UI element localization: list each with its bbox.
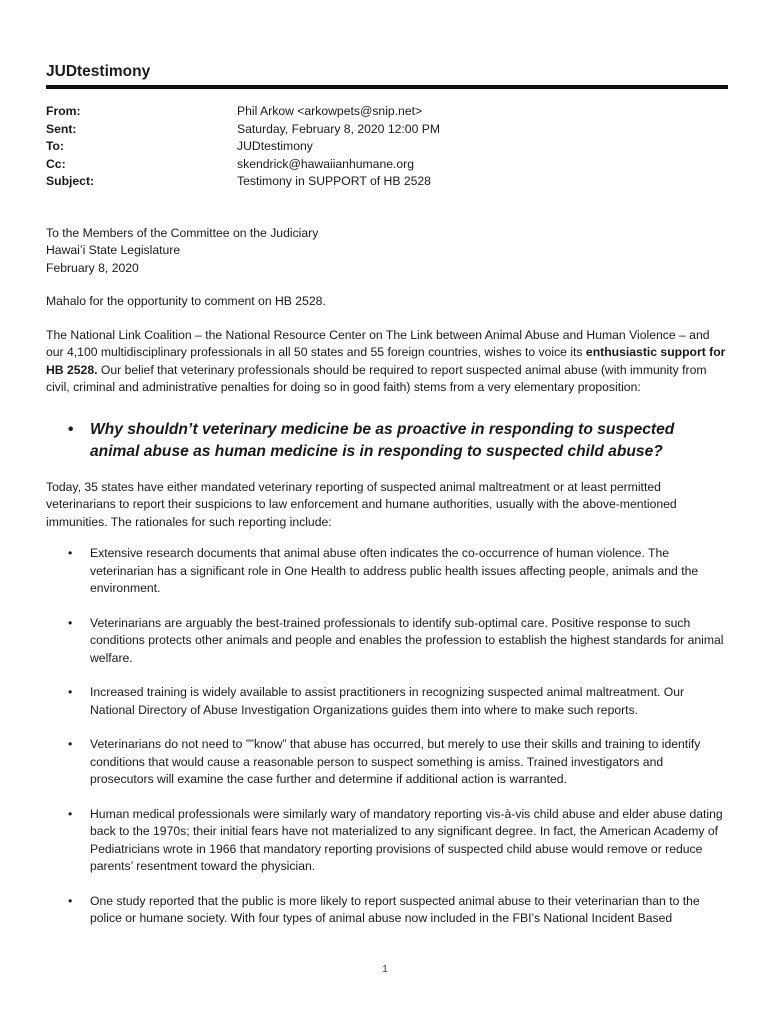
page-number: 1 [382, 964, 388, 975]
intro-bold-text: enthusiastic support for HB 2528. [46, 345, 726, 377]
list-item [68, 893, 728, 928]
to-label: To: [46, 139, 65, 153]
from-label: From: [46, 104, 81, 118]
sent-value: Saturday, February 8, 2020 12:00 PM [237, 121, 441, 136]
list-item [68, 684, 728, 719]
today-paragraph: Today, 35 states have either mandated veterinary reporting of suspected animal maltreatment or at least permitted veterinarians to report their suspicions to law enforcement and humane authorities, usually with the above-mentioned immunities. The rationales for such reporting include: [46, 479, 677, 529]
list-item-text: Increased training is widely available to assist practitioners in recognizing suspected animal maltreatment. Our National Directory of Abuse Investigation Organizations guides them into where to make such reports. [90, 685, 685, 717]
bullet-icon: • [68, 420, 74, 438]
list-item [68, 615, 728, 668]
document-title: JUDtestimony [46, 63, 151, 80]
cc-label: Cc: [46, 156, 66, 171]
bullet-icon: • [68, 737, 73, 751]
rationale-list [46, 545, 728, 928]
bullet-icon: • [68, 546, 73, 560]
email-header [46, 103, 728, 191]
document-page [46, 62, 728, 945]
list-item-text: Human medical professionals were similarly wary of mandatory reporting vis-à-vis child abuse and elder abuse dating back to the 1970s; their initial fears have not materialized to any significant degree. In fact, the American Academy of Pediatricians wrote in 1966 that mandatory reporting provisions of suspected child abuse would remove or reduce parents’ resentment toward the physician. [90, 806, 723, 873]
to-value: JUDtestimony [237, 139, 313, 153]
intro-paragraph [46, 327, 728, 397]
address-line-1: To the Members of the Committee on the Judiciary [46, 225, 319, 240]
bullet-icon: • [68, 615, 73, 630]
intro-text-2: Our belief that veterinary professionals should be required to report suspected animal abuse (with immunity from civil, criminal and administrative penalties for doing so in good faith) stems from a very elementary proposition: [46, 362, 707, 394]
list-item [68, 545, 728, 598]
bullet-icon: • [68, 893, 73, 908]
key-question-text: Why shouldn’t veterinary medicine be as proactive in responding to suspected animal abuse as human medicine is in responding to suspected child abuse? [90, 420, 675, 460]
list-item [68, 736, 728, 789]
list-item-text: Veterinarians do not need to ””know” that abuse has occurred, but merely to use their skills and training to identify conditions that would cause a reasonable person to suspect something is amiss. Trained investigators and prosecutors will examine the case further and determine if additional action is warranted. [90, 737, 701, 786]
title-rule [46, 85, 728, 89]
address-block [46, 225, 728, 278]
list-item-text: Extensive research documents that animal abuse often indicates the co-occurrence of human violence. The veterinarian has a significant role in One Health to address public health issues affecting people, animals and the environment. [90, 546, 699, 595]
list-item-text: One study reported that the public is more likely to report suspected animal abuse to their veterinarian than to the police or humane society. With four types of animal abuse now included in the FBI’s National Incident Based [90, 893, 700, 925]
address-line-2: Hawai’i State Legislature [46, 243, 181, 257]
subject-label: Subject: [46, 174, 95, 188]
address-date: February 8, 2020 [46, 260, 139, 275]
sent-label: Sent: [46, 121, 77, 136]
from-value: Phil Arkow <arkowpets@snip.net> [237, 104, 423, 118]
subject-value: Testimony in SUPPORT of HB 2528 [237, 174, 431, 188]
list-item [68, 806, 728, 876]
list-item-text: Veterinarians are arguably the best-trained professionals to identify sub-optimal care. Positive response to such conditions protects other animals and people and enables the profession to establish the highest standards for animal welfare. [90, 615, 724, 665]
bullet-icon: • [68, 685, 73, 699]
mahalo-paragraph: Mahalo for the opportunity to comment on HB 2528. [46, 294, 326, 308]
intro-text-1: The National Link Coalition – the National Resource Center on The Link between Animal Abuse and Human Violence – and our 4,100 multidisciplinary professionals in all 50 states and 55 foreign countries, wishes to voice its [46, 327, 710, 359]
key-question-callout [68, 419, 728, 463]
bullet-icon: • [68, 806, 73, 821]
cc-value: skendrick@hawaiianhumane.org [237, 156, 414, 171]
